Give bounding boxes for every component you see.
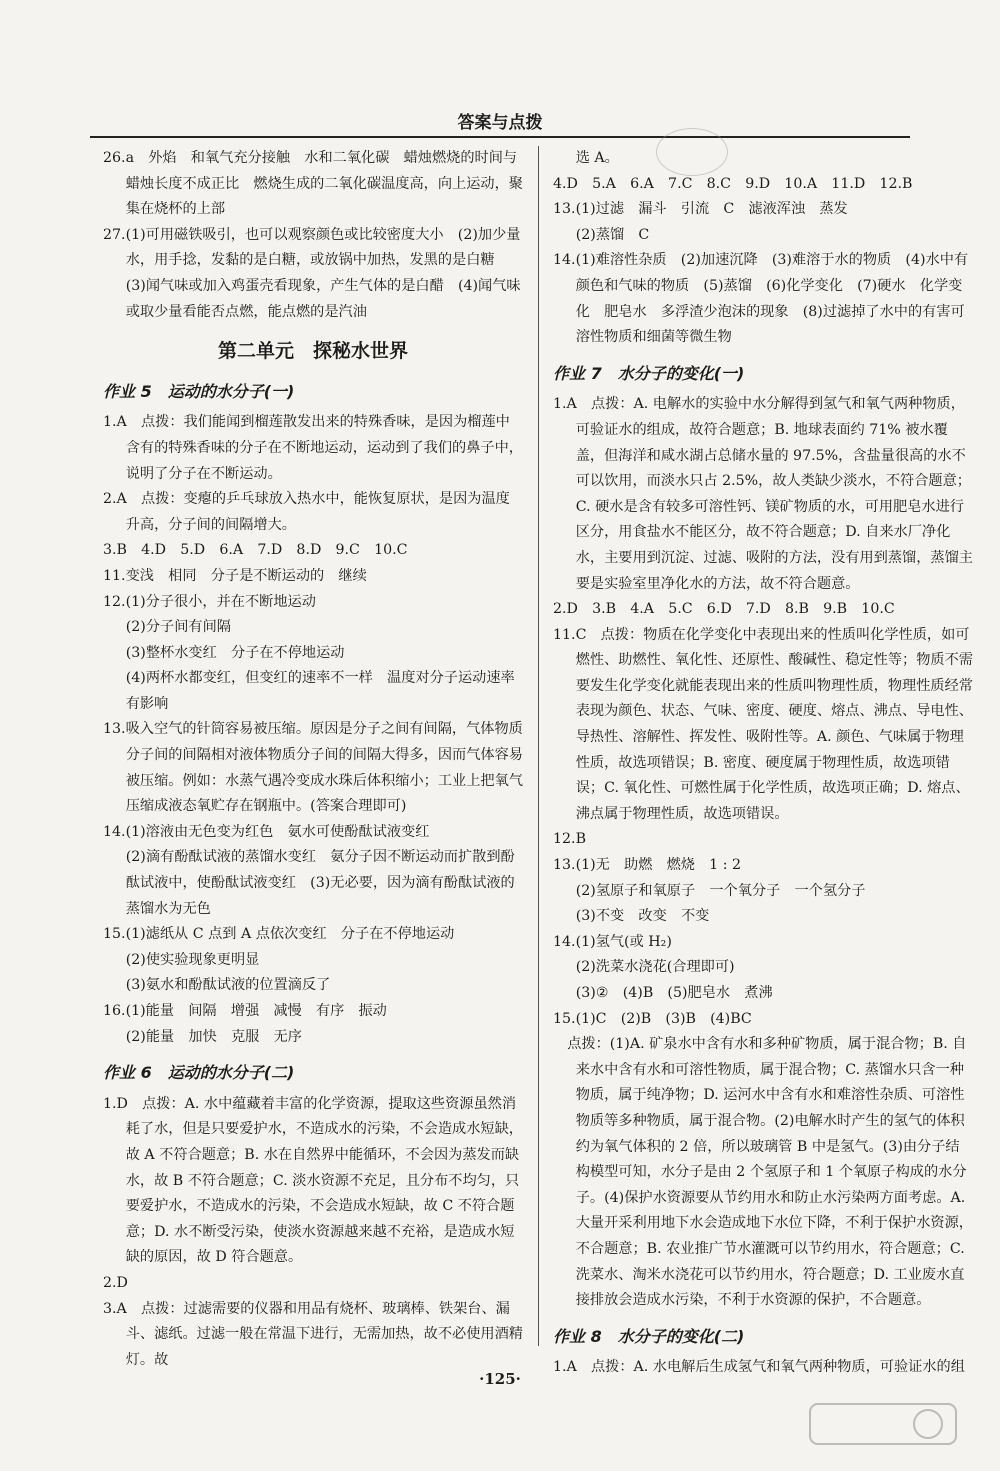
answer-line: 11.变浅 相同 分子是不断运动的 继续 [103,567,367,584]
answer-line: (2)氢原子和氧原子 一个氧分子 一个氢分子 [575,882,866,899]
answer-line: (2)蒸馏 C [575,226,650,243]
answer-line: 14.(1)溶液由无色变为红色 氨水可使酚酞试液变红 [103,823,430,840]
answer-line: (2)使实验现象更明显 [125,951,260,968]
answer-line: 1.A 点拨：A. 水电解后生成氢气和氧气两种物质，可验证水的组 [553,1359,965,1376]
answer-line: 4.D 5.A 6.A 7.C 8.C 9.D 10.A 11.D 12.B [553,175,913,192]
answer-line: (3)不变 改变 不变 [575,908,710,925]
answer-line: (3)整杯水变红 分子在不停地运动 [125,644,345,661]
page-header [90,108,910,138]
left-column [103,146,523,1373]
column-divider [538,146,539,1346]
answer-line: 26.a 外焰 和氧气充分接触 水和二氧化碳 蜡烛燃烧的时间与蜡烛长度不成正比 燃烧生成的二氧化碳温度高，向上运动，聚集在烧杯的上部 [103,150,523,218]
watermark-logo-icon [808,1400,958,1460]
right-column [553,146,973,1381]
answer-line: 2.D 3.B 4.A 5.C 6.D 7.D 8.B 9.B 10.C [553,601,895,618]
answer-line: 16.(1)能量 间隔 增强 减慢 有序 振动 [103,1003,387,1019]
answer-line: 3.A 点拨：过滤需要的仪器和用品有烧杯、玻璃棒、铁架台、漏斗、滤纸。过滤一般在常温下进行，无需加热，故不必使用酒精灯。故 [103,1300,523,1368]
answer-line: 点拨：(1)A. 矿泉水中含有水和多种矿物质，属于混合物；B. 自来水中含有水和可溶性物质，属于混合物；C. 蒸馏水只含一种物质，属于纯净物；D. 运河水中含有水和难溶性杂质、可溶性物质等多种物质，属于混合物。(2)电解水时产生的氢气的体积约为氧气体积的 2 倍，所以玻璃管 B 中是氢气。(3)由分子结构模型可知，水分子是由 2 个氢原子和 1 个氧原子构成的水分子。(4)保护水资源要从节约用水和防止水污染两方面考虑。A. 大量开采利用地下水会造成地下水位下降，不利于保护水资源，不合题意；B. 农业推广节水灌溉可以节约用水，符合题意；C. 洗菜水、淘米水浇花可以节约用水，符合题意；D. 工业废水直接排放会造成水污染，不利于水资源的保护，不合题意。 [553,1036,973,1309]
answer-line: 1.D 点拨：A. 水中蕴藏着丰富的化学资源，提取这些资源虽然消耗了水，但是只要爱护水，不造成水的污染，不会造成水短缺，故 A 不符合题意；B. 水在自然界中能循环，不会因为蒸发而缺水，故 B 不符合题意；C. 淡水资源不充足，且分布不均匀，只要爱护水，不造成水的污染，不会造成水短缺，故 C 不符合题意；D. 水不断受污染，使淡水资源越来越不充裕，是造成水短缺的原因，故 D 符合题意。 [103,1095,523,1266]
homework-heading: 作业 7 水分子的变化(一) [553,363,745,383]
unit-title: 第二单元 探秘水世界 [217,340,408,363]
homework-heading: 作业 8 水分子的变化(二) [553,1326,745,1346]
answer-line: (3)氨水和酚酞试液的位置滴反了 [125,977,331,994]
answer-line: 1.A 点拨：我们能闻到榴莲散发出来的特殊香味，是因为榴莲中含有的特殊香味的分子在不断地运动，运动到了我们的鼻子中，说明了分子在不断运动。 [103,414,523,482]
answer-line: 15.(1)C (2)B (3)B (4)BC [553,1010,752,1027]
answer-line: 2.D [103,1274,128,1291]
answer-line: 1.A 点拨：A. 电解水的实验中水分解得到氢气和氧气两种物质，可验证水的组成，故符合题意；B. 地球表面约 71% 被水覆盖，但海洋和咸水湖占总储水量的 97.5%，含盐量很高的水不可以饮用，而淡水只占 2.5%，故人类缺少淡水，不符合题意；C. 硬水是含有较多可溶性钙、镁矿物质的水，可用肥皂水进行区分，用食盐水不能区分，故不符合题意；D. 自来水厂净化水，主要用到沉淀、过滤、吸附的方法，没有用到蒸馏，蒸馏主要是实验室里净化水的方法，故不符合题意。 [553,396,973,592]
answer-line: 11.C 点拨：物质在化学变化中表现出来的性质叫化学性质，如可燃性、助燃性、氧化性、还原性、酸碱性、稳定性等；物质不需要发生化学变化就能表现出来的性质叫物理性质，物理性质经常表现为颜色、状态、气味、密度、硬度、熔点、沸点、导电性、导热性、溶解性、挥发性、吸附性等。A. 颜色、气味属于物理性质，故选项错误；B. 密度、硬度属于物理性质，故选项错误；C. 氧化性、可燃性属于化学性质，故选项正确；D. 熔点、沸点属于物理性质，故选项错误。 [553,626,973,822]
homework-heading: 作业 5 运动的水分子(一) [103,381,295,401]
answer-line: (4)两杯水都变红，但变红的速率不一样 温度对分子运动速率有影响 [125,670,515,712]
answer-line: 14.(1)难溶性杂质 (2)加速沉降 (3)难溶于水的物质 (4)水中有颜色和气味的物质 (5)蒸馏 (6)化学变化 (7)硬水 化学变化 肥皂水 多浮渣少泡沫的现象 (8)过滤掉了水中的有害可溶性物质和细菌等微生物 [553,252,969,346]
answer-line: 3.B 4.D 5.D 6.A 7.D 8.D 9.C 10.C [103,542,408,559]
header-title: 答案与点拨 [457,113,543,133]
answer-line: 14.(1)氢气(或 H₂) [553,933,672,950]
answer-line: 2.A 点拨：变瘪的乒乓球放入热水中，能恢复原状，是因为温度升高，分子间的间隔增大。 [103,491,510,533]
homework-heading: 作业 6 运动的水分子(二) [103,1063,295,1083]
answer-line: (2)滴有酚酞试液的蒸馏水变红 氨分子因不断运动而扩散到酚酞试液中，使酚酞试液变红 (3)无必要，因为滴有酚酞试液的蒸馏水为无色 [125,849,515,917]
answer-line: 13.(1)过滤 漏斗 引流 C 滤液浑浊 蒸发 [553,201,848,218]
answer-line: (2)分子间有间隔 [125,619,231,636]
page-number: ·125· [479,1370,521,1388]
answer-line: 13.(1)无 助燃 燃烧 1 : 2 [553,857,742,874]
answer-line: (2)能量 加快 克服 无序 [125,1028,302,1045]
answer-line: (3)② (4)B (5)肥皂水 煮沸 [575,985,773,1001]
answer-line: 27.(1)可用磁铁吸引，也可以观察颜色或比较密度大小 (2)加少量水，用手捻，发黏的是白糖，或放锅中加热，发黑的是白糖 (3)闻气味或加入鸡蛋壳看现象，产生气体的是白醋 (4)闻气味或取少量看能否点燃，能点燃的是汽油 [103,226,521,320]
answer-line: 选 A。 [575,150,619,166]
answer-line: 12.B [553,831,586,848]
answer-line: 15.(1)滤纸从 C 点到 A 点依次变红 分子在不停地运动 [103,926,455,943]
answer-line: 12.(1)分子很小，并在不断地运动 [103,593,316,610]
answer-line: 13.吸入空气的针筒容易被压缩。原因是分子之间有间隔，气体物质分子间的间隔相对液体物质分子间的间隔大得多，因而气体容易被压缩。例如：水蒸气遇冷变成水珠后体积缩小；工业上把氧气压缩成液态氧贮存在钢瓶中。(答案合理即可) [103,721,523,815]
answer-line: (2)洗菜水浇花(合理即可) [575,959,735,976]
